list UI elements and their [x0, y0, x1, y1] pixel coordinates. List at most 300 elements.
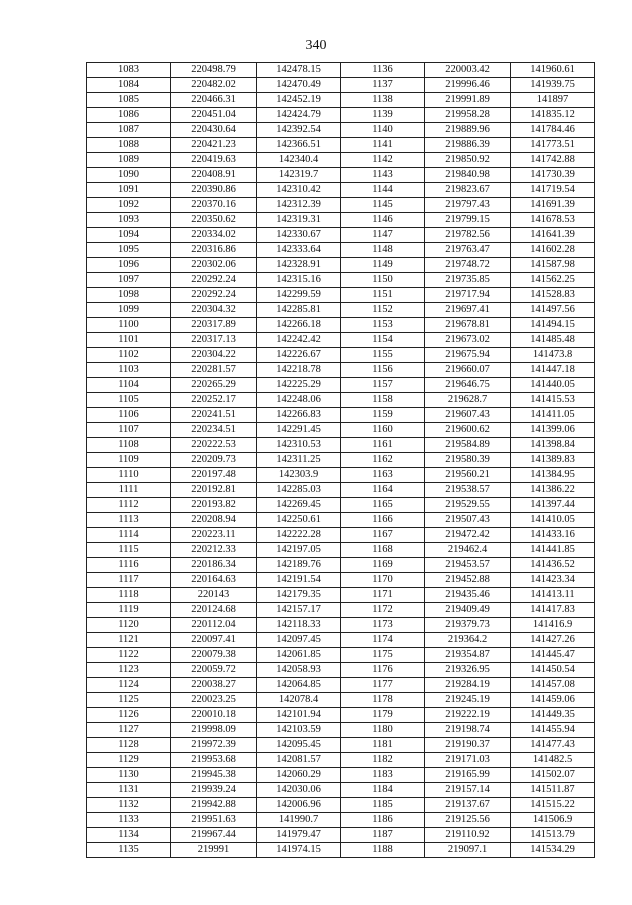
x-coordinate-cell: 220317.13: [171, 333, 257, 348]
x-coordinate-cell: 219600.62: [425, 423, 511, 438]
point-id-cell: 1089: [87, 153, 171, 168]
x-coordinate-cell: 219991: [171, 843, 257, 858]
x-coordinate-cell: 220124.68: [171, 603, 257, 618]
table-row: [87, 783, 595, 798]
x-coordinate-cell: 220466.31: [171, 93, 257, 108]
y-coordinate-cell: 142006.96: [257, 798, 341, 813]
point-id-cell: 1139: [341, 108, 425, 123]
x-coordinate-cell: 220164.63: [171, 573, 257, 588]
y-coordinate-cell: 141511.87: [511, 783, 595, 798]
point-id-cell: 1102: [87, 348, 171, 363]
y-coordinate-cell: 142424.79: [257, 108, 341, 123]
y-coordinate-cell: 141691.39: [511, 198, 595, 213]
point-id-cell: 1111: [87, 483, 171, 498]
point-id-cell: 1180: [341, 723, 425, 738]
point-id-cell: 1159: [341, 408, 425, 423]
y-coordinate-cell: 142064.85: [257, 678, 341, 693]
y-coordinate-cell: 142078.4: [257, 693, 341, 708]
point-id-cell: 1135: [87, 843, 171, 858]
y-coordinate-cell: 142452.19: [257, 93, 341, 108]
x-coordinate-cell: 219996.46: [425, 78, 511, 93]
x-coordinate-cell: 220265.29: [171, 378, 257, 393]
table-row: [87, 513, 595, 528]
point-id-cell: 1138: [341, 93, 425, 108]
point-id-cell: 1124: [87, 678, 171, 693]
y-coordinate-cell: 141441.85: [511, 543, 595, 558]
point-id-cell: 1170: [341, 573, 425, 588]
x-coordinate-cell: 219165.99: [425, 768, 511, 783]
x-coordinate-cell: 219157.14: [425, 783, 511, 798]
table-row: [87, 348, 595, 363]
point-id-cell: 1172: [341, 603, 425, 618]
table-row: [87, 438, 595, 453]
table-row: [87, 558, 595, 573]
x-coordinate-cell: 219991.89: [425, 93, 511, 108]
y-coordinate-cell: 142328.91: [257, 258, 341, 273]
y-coordinate-cell: 141974.15: [257, 843, 341, 858]
x-coordinate-cell: 219137.67: [425, 798, 511, 813]
table-row: [87, 708, 595, 723]
y-coordinate-cell: 142030.06: [257, 783, 341, 798]
y-coordinate-cell: 142319.31: [257, 213, 341, 228]
point-id-cell: 1145: [341, 198, 425, 213]
x-coordinate-cell: 219850.92: [425, 153, 511, 168]
y-coordinate-cell: 142303.9: [257, 468, 341, 483]
y-coordinate-cell: 141417.83: [511, 603, 595, 618]
x-coordinate-cell: 219886.39: [425, 138, 511, 153]
y-coordinate-cell: 141436.52: [511, 558, 595, 573]
point-id-cell: 1143: [341, 168, 425, 183]
table-row: [87, 723, 595, 738]
y-coordinate-cell: 141410.05: [511, 513, 595, 528]
x-coordinate-cell: 220197.48: [171, 468, 257, 483]
point-id-cell: 1119: [87, 603, 171, 618]
x-coordinate-cell: 220059.72: [171, 663, 257, 678]
y-coordinate-cell: 142189.76: [257, 558, 341, 573]
y-coordinate-cell: 141835.12: [511, 108, 595, 123]
x-coordinate-cell: 219580.39: [425, 453, 511, 468]
y-coordinate-cell: 141515.22: [511, 798, 595, 813]
x-coordinate-cell: 220334.02: [171, 228, 257, 243]
y-coordinate-cell: 141415.53: [511, 393, 595, 408]
x-coordinate-cell: 219958.28: [425, 108, 511, 123]
y-coordinate-cell: 141678.53: [511, 213, 595, 228]
x-coordinate-cell: 220292.24: [171, 273, 257, 288]
point-id-cell: 1100: [87, 318, 171, 333]
x-coordinate-cell: 219097.1: [425, 843, 511, 858]
point-id-cell: 1184: [341, 783, 425, 798]
x-coordinate-cell: 219697.41: [425, 303, 511, 318]
point-id-cell: 1091: [87, 183, 171, 198]
point-id-cell: 1181: [341, 738, 425, 753]
point-id-cell: 1110: [87, 468, 171, 483]
x-coordinate-cell: 219782.56: [425, 228, 511, 243]
point-id-cell: 1140: [341, 123, 425, 138]
y-coordinate-cell: 142310.42: [257, 183, 341, 198]
point-id-cell: 1125: [87, 693, 171, 708]
point-id-cell: 1166: [341, 513, 425, 528]
x-coordinate-cell: 219171.03: [425, 753, 511, 768]
y-coordinate-cell: 141389.83: [511, 453, 595, 468]
point-id-cell: 1169: [341, 558, 425, 573]
point-id-cell: 1127: [87, 723, 171, 738]
x-coordinate-cell: 219453.57: [425, 558, 511, 573]
point-id-cell: 1183: [341, 768, 425, 783]
y-coordinate-cell: 142330.67: [257, 228, 341, 243]
y-coordinate-cell: 142157.17: [257, 603, 341, 618]
y-coordinate-cell: 141423.34: [511, 573, 595, 588]
x-coordinate-cell: 220010.18: [171, 708, 257, 723]
point-id-cell: 1097: [87, 273, 171, 288]
point-id-cell: 1158: [341, 393, 425, 408]
x-coordinate-cell: 219125.56: [425, 813, 511, 828]
y-coordinate-cell: 141440.05: [511, 378, 595, 393]
table-row: [87, 468, 595, 483]
point-id-cell: 1096: [87, 258, 171, 273]
point-id-cell: 1171: [341, 588, 425, 603]
y-coordinate-cell: 141427.26: [511, 633, 595, 648]
x-coordinate-cell: 220304.22: [171, 348, 257, 363]
y-coordinate-cell: 141784.46: [511, 123, 595, 138]
point-id-cell: 1134: [87, 828, 171, 843]
y-coordinate-cell: 142310.53: [257, 438, 341, 453]
point-id-cell: 1146: [341, 213, 425, 228]
point-id-cell: 1106: [87, 408, 171, 423]
x-coordinate-cell: 219409.49: [425, 603, 511, 618]
x-coordinate-cell: 219560.21: [425, 468, 511, 483]
x-coordinate-cell: 219942.88: [171, 798, 257, 813]
table-row: [87, 813, 595, 828]
point-id-cell: 1101: [87, 333, 171, 348]
y-coordinate-cell: 142319.7: [257, 168, 341, 183]
y-coordinate-cell: 142058.93: [257, 663, 341, 678]
point-id-cell: 1154: [341, 333, 425, 348]
x-coordinate-cell: 219823.67: [425, 183, 511, 198]
y-coordinate-cell: 141506.9: [511, 813, 595, 828]
point-id-cell: 1090: [87, 168, 171, 183]
x-coordinate-cell: 220212.33: [171, 543, 257, 558]
x-coordinate-cell: 219675.94: [425, 348, 511, 363]
point-id-cell: 1153: [341, 318, 425, 333]
x-coordinate-cell: 219462.4: [425, 543, 511, 558]
y-coordinate-cell: 141742.88: [511, 153, 595, 168]
y-coordinate-cell: 141384.95: [511, 468, 595, 483]
x-coordinate-cell: 220209.73: [171, 453, 257, 468]
x-coordinate-cell: 219607.43: [425, 408, 511, 423]
x-coordinate-cell: 219748.72: [425, 258, 511, 273]
y-coordinate-cell: 141513.79: [511, 828, 595, 843]
point-id-cell: 1157: [341, 378, 425, 393]
y-coordinate-cell: 141445.47: [511, 648, 595, 663]
x-coordinate-cell: 219673.02: [425, 333, 511, 348]
x-coordinate-cell: 220193.82: [171, 498, 257, 513]
point-id-cell: 1174: [341, 633, 425, 648]
x-coordinate-cell: 219889.96: [425, 123, 511, 138]
y-coordinate-cell: 142179.35: [257, 588, 341, 603]
x-coordinate-cell: 220292.24: [171, 288, 257, 303]
x-coordinate-cell: 219284.19: [425, 678, 511, 693]
table-row: [87, 678, 595, 693]
x-coordinate-cell: 219967.44: [171, 828, 257, 843]
y-coordinate-cell: 141459.06: [511, 693, 595, 708]
table-row: [87, 228, 595, 243]
y-coordinate-cell: 141602.28: [511, 243, 595, 258]
point-id-cell: 1136: [341, 63, 425, 78]
y-coordinate-cell: 141473.8: [511, 348, 595, 363]
x-coordinate-cell: 220112.04: [171, 618, 257, 633]
point-id-cell: 1147: [341, 228, 425, 243]
y-coordinate-cell: 141450.54: [511, 663, 595, 678]
point-id-cell: 1103: [87, 363, 171, 378]
x-coordinate-cell: 219584.89: [425, 438, 511, 453]
x-coordinate-cell: 220186.34: [171, 558, 257, 573]
y-coordinate-cell: 142315.16: [257, 273, 341, 288]
table-row: [87, 603, 595, 618]
point-id-cell: 1155: [341, 348, 425, 363]
y-coordinate-cell: 141502.07: [511, 768, 595, 783]
point-id-cell: 1095: [87, 243, 171, 258]
x-coordinate-cell: 219379.73: [425, 618, 511, 633]
point-id-cell: 1120: [87, 618, 171, 633]
y-coordinate-cell: 142118.33: [257, 618, 341, 633]
point-id-cell: 1094: [87, 228, 171, 243]
x-coordinate-cell: 220234.51: [171, 423, 257, 438]
point-id-cell: 1151: [341, 288, 425, 303]
point-id-cell: 1165: [341, 498, 425, 513]
point-id-cell: 1128: [87, 738, 171, 753]
table-row: [87, 153, 595, 168]
point-id-cell: 1114: [87, 528, 171, 543]
table-row: [87, 798, 595, 813]
table-row: [87, 738, 595, 753]
y-coordinate-cell: 142478.15: [257, 63, 341, 78]
y-coordinate-cell: 142269.45: [257, 498, 341, 513]
x-coordinate-cell: 220079.38: [171, 648, 257, 663]
page-number: 340: [305, 38, 327, 53]
point-id-cell: 1177: [341, 678, 425, 693]
table-row: [87, 318, 595, 333]
table-row: [87, 408, 595, 423]
point-id-cell: 1093: [87, 213, 171, 228]
y-coordinate-cell: 141528.83: [511, 288, 595, 303]
y-coordinate-cell: 142311.25: [257, 453, 341, 468]
y-coordinate-cell: 142266.83: [257, 408, 341, 423]
table-row: [87, 78, 595, 93]
y-coordinate-cell: 141897: [511, 93, 595, 108]
table-row: [87, 108, 595, 123]
x-coordinate-cell: 219840.98: [425, 168, 511, 183]
y-coordinate-cell: 142081.57: [257, 753, 341, 768]
y-coordinate-cell: 141416.9: [511, 618, 595, 633]
point-id-cell: 1108: [87, 438, 171, 453]
point-id-cell: 1175: [341, 648, 425, 663]
x-coordinate-cell: 220143: [171, 588, 257, 603]
table-row: [87, 243, 595, 258]
y-coordinate-cell: 141477.43: [511, 738, 595, 753]
point-id-cell: 1188: [341, 843, 425, 858]
point-id-cell: 1161: [341, 438, 425, 453]
point-id-cell: 1150: [341, 273, 425, 288]
point-id-cell: 1116: [87, 558, 171, 573]
y-coordinate-cell: 142060.29: [257, 768, 341, 783]
table-row: [87, 168, 595, 183]
table-row: [87, 378, 595, 393]
table-row: [87, 753, 595, 768]
y-coordinate-cell: 142250.61: [257, 513, 341, 528]
x-coordinate-cell: 220350.62: [171, 213, 257, 228]
y-coordinate-cell: 141482.5: [511, 753, 595, 768]
x-coordinate-cell: 219972.39: [171, 738, 257, 753]
point-id-cell: 1083: [87, 63, 171, 78]
y-coordinate-cell: 142366.51: [257, 138, 341, 153]
point-id-cell: 1113: [87, 513, 171, 528]
point-id-cell: 1176: [341, 663, 425, 678]
y-coordinate-cell: 142097.45: [257, 633, 341, 648]
table-row: [87, 843, 595, 858]
table-row: [87, 393, 595, 408]
x-coordinate-cell: 220408.91: [171, 168, 257, 183]
x-coordinate-cell: 220370.16: [171, 198, 257, 213]
x-coordinate-cell: 220222.53: [171, 438, 257, 453]
x-coordinate-cell: 219998.09: [171, 723, 257, 738]
point-id-cell: 1115: [87, 543, 171, 558]
table-row: [87, 213, 595, 228]
point-id-cell: 1179: [341, 708, 425, 723]
y-coordinate-cell: 142191.54: [257, 573, 341, 588]
point-id-cell: 1160: [341, 423, 425, 438]
point-id-cell: 1118: [87, 588, 171, 603]
y-coordinate-cell: 141433.16: [511, 528, 595, 543]
point-id-cell: 1092: [87, 198, 171, 213]
x-coordinate-cell: 219660.07: [425, 363, 511, 378]
point-id-cell: 1137: [341, 78, 425, 93]
x-coordinate-cell: 219110.92: [425, 828, 511, 843]
table-row: [87, 423, 595, 438]
x-coordinate-cell: 219678.81: [425, 318, 511, 333]
x-coordinate-cell: 219472.42: [425, 528, 511, 543]
y-coordinate-cell: 141587.98: [511, 258, 595, 273]
point-id-cell: 1086: [87, 108, 171, 123]
y-coordinate-cell: 141386.22: [511, 483, 595, 498]
x-coordinate-cell: 219435.46: [425, 588, 511, 603]
table-row: [87, 573, 595, 588]
y-coordinate-cell: 142222.28: [257, 528, 341, 543]
point-id-cell: 1149: [341, 258, 425, 273]
point-id-cell: 1109: [87, 453, 171, 468]
y-coordinate-cell: 141719.54: [511, 183, 595, 198]
x-coordinate-cell: 220252.17: [171, 393, 257, 408]
x-coordinate-cell: 219452.88: [425, 573, 511, 588]
x-coordinate-cell: 220419.63: [171, 153, 257, 168]
y-coordinate-cell: 141411.05: [511, 408, 595, 423]
table-row: [87, 198, 595, 213]
y-coordinate-cell: 141447.18: [511, 363, 595, 378]
y-coordinate-cell: 141413.11: [511, 588, 595, 603]
x-coordinate-cell: 219939.24: [171, 783, 257, 798]
y-coordinate-cell: 141960.61: [511, 63, 595, 78]
point-id-cell: 1131: [87, 783, 171, 798]
point-id-cell: 1156: [341, 363, 425, 378]
y-coordinate-cell: 141497.56: [511, 303, 595, 318]
point-id-cell: 1148: [341, 243, 425, 258]
y-coordinate-cell: 142225.29: [257, 378, 341, 393]
point-id-cell: 1133: [87, 813, 171, 828]
x-coordinate-cell: 220430.64: [171, 123, 257, 138]
point-id-cell: 1099: [87, 303, 171, 318]
y-coordinate-cell: 141534.29: [511, 843, 595, 858]
table-row: [87, 693, 595, 708]
y-coordinate-cell: 142242.42: [257, 333, 341, 348]
table-row: [87, 543, 595, 558]
point-id-cell: 1173: [341, 618, 425, 633]
point-id-cell: 1144: [341, 183, 425, 198]
point-id-cell: 1085: [87, 93, 171, 108]
table-row: [87, 273, 595, 288]
point-id-cell: 1104: [87, 378, 171, 393]
y-coordinate-cell: 142061.85: [257, 648, 341, 663]
y-coordinate-cell: 142285.03: [257, 483, 341, 498]
table-row: [87, 453, 595, 468]
point-id-cell: 1132: [87, 798, 171, 813]
table-row: [87, 483, 595, 498]
y-coordinate-cell: 142248.06: [257, 393, 341, 408]
point-id-cell: 1087: [87, 123, 171, 138]
y-coordinate-cell: 141397.44: [511, 498, 595, 513]
y-coordinate-cell: 141773.51: [511, 138, 595, 153]
y-coordinate-cell: 141494.15: [511, 318, 595, 333]
y-coordinate-cell: 142103.59: [257, 723, 341, 738]
y-coordinate-cell: 141398.84: [511, 438, 595, 453]
point-id-cell: 1084: [87, 78, 171, 93]
x-coordinate-cell: 219364.2: [425, 633, 511, 648]
point-id-cell: 1105: [87, 393, 171, 408]
x-coordinate-cell: 220421.23: [171, 138, 257, 153]
table-row: [87, 618, 595, 633]
y-coordinate-cell: 142218.78: [257, 363, 341, 378]
x-coordinate-cell: 219646.75: [425, 378, 511, 393]
table-row: [87, 528, 595, 543]
point-id-cell: 1152: [341, 303, 425, 318]
coordinates-table-body: [87, 63, 595, 858]
point-id-cell: 1168: [341, 543, 425, 558]
x-coordinate-cell: 220304.32: [171, 303, 257, 318]
x-coordinate-cell: 219222.19: [425, 708, 511, 723]
y-coordinate-cell: 142285.81: [257, 303, 341, 318]
coordinates-table: [86, 62, 595, 858]
table-row: [87, 288, 595, 303]
y-coordinate-cell: 141449.35: [511, 708, 595, 723]
point-id-cell: 1178: [341, 693, 425, 708]
x-coordinate-cell: 220208.94: [171, 513, 257, 528]
point-id-cell: 1126: [87, 708, 171, 723]
x-coordinate-cell: 220302.06: [171, 258, 257, 273]
y-coordinate-cell: 142470.49: [257, 78, 341, 93]
point-id-cell: 1123: [87, 663, 171, 678]
x-coordinate-cell: 220498.79: [171, 63, 257, 78]
x-coordinate-cell: 220241.51: [171, 408, 257, 423]
point-id-cell: 1167: [341, 528, 425, 543]
table-row: [87, 63, 595, 78]
y-coordinate-cell: 142266.18: [257, 318, 341, 333]
table-row: [87, 138, 595, 153]
x-coordinate-cell: 219763.47: [425, 243, 511, 258]
point-id-cell: 1107: [87, 423, 171, 438]
y-coordinate-cell: 141399.06: [511, 423, 595, 438]
table-row: [87, 768, 595, 783]
table-row: [87, 498, 595, 513]
table-row: [87, 303, 595, 318]
y-coordinate-cell: 141457.08: [511, 678, 595, 693]
